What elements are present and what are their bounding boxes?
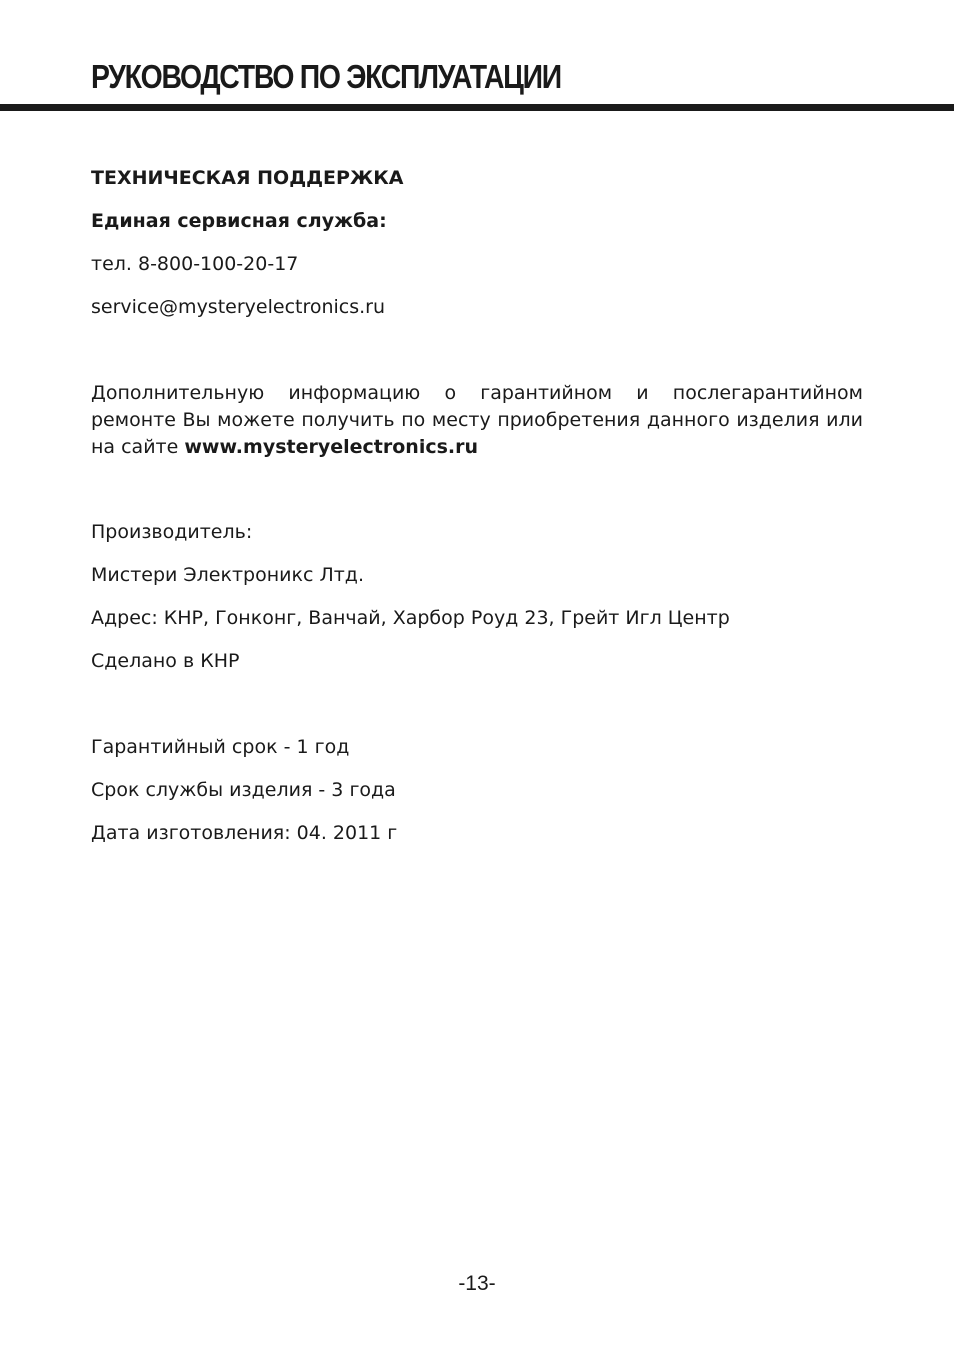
manufacturer-name: Мистери Электроникс Лтд. [91, 564, 364, 586]
manufacturer-label: Производитель: [91, 521, 253, 543]
warranty-info-text: Дополнительную информацию о гарантийном и послегарантийном ремонте Вы можете получить по месту приобретения данного изделия или на сайте [91, 382, 863, 458]
service-life: Срок службы изделия - 3 года [91, 779, 396, 801]
website-link[interactable]: www.mysteryelectronics.ru [184, 436, 479, 458]
support-heading: ТЕХНИЧЕСКАЯ ПОДДЕРЖКА [91, 167, 404, 189]
service-label: Единая сервисная служба: [91, 210, 387, 232]
manufacturer-origin: Сделано в КНР [91, 650, 240, 672]
warranty-info-paragraph [91, 380, 863, 461]
manufacture-date: Дата изготовления: 04. 2011 г [91, 822, 398, 844]
page-number: -13- [458, 1272, 496, 1295]
header-divider [0, 104, 954, 111]
manufacturer-address: Адрес: КНР, Гонконг, Ванчай, Харбор Роуд 23, Грейт Игл Центр [91, 607, 730, 629]
page-header-title: РУКОВОДСТВО ПО ЭКСПЛУАТАЦИИ [91, 58, 561, 95]
support-email: service@mysteryelectronics.ru [91, 296, 386, 318]
support-phone: тел. 8-800-100-20-17 [91, 253, 299, 275]
warranty-term: Гарантийный срок - 1 год [91, 736, 350, 758]
